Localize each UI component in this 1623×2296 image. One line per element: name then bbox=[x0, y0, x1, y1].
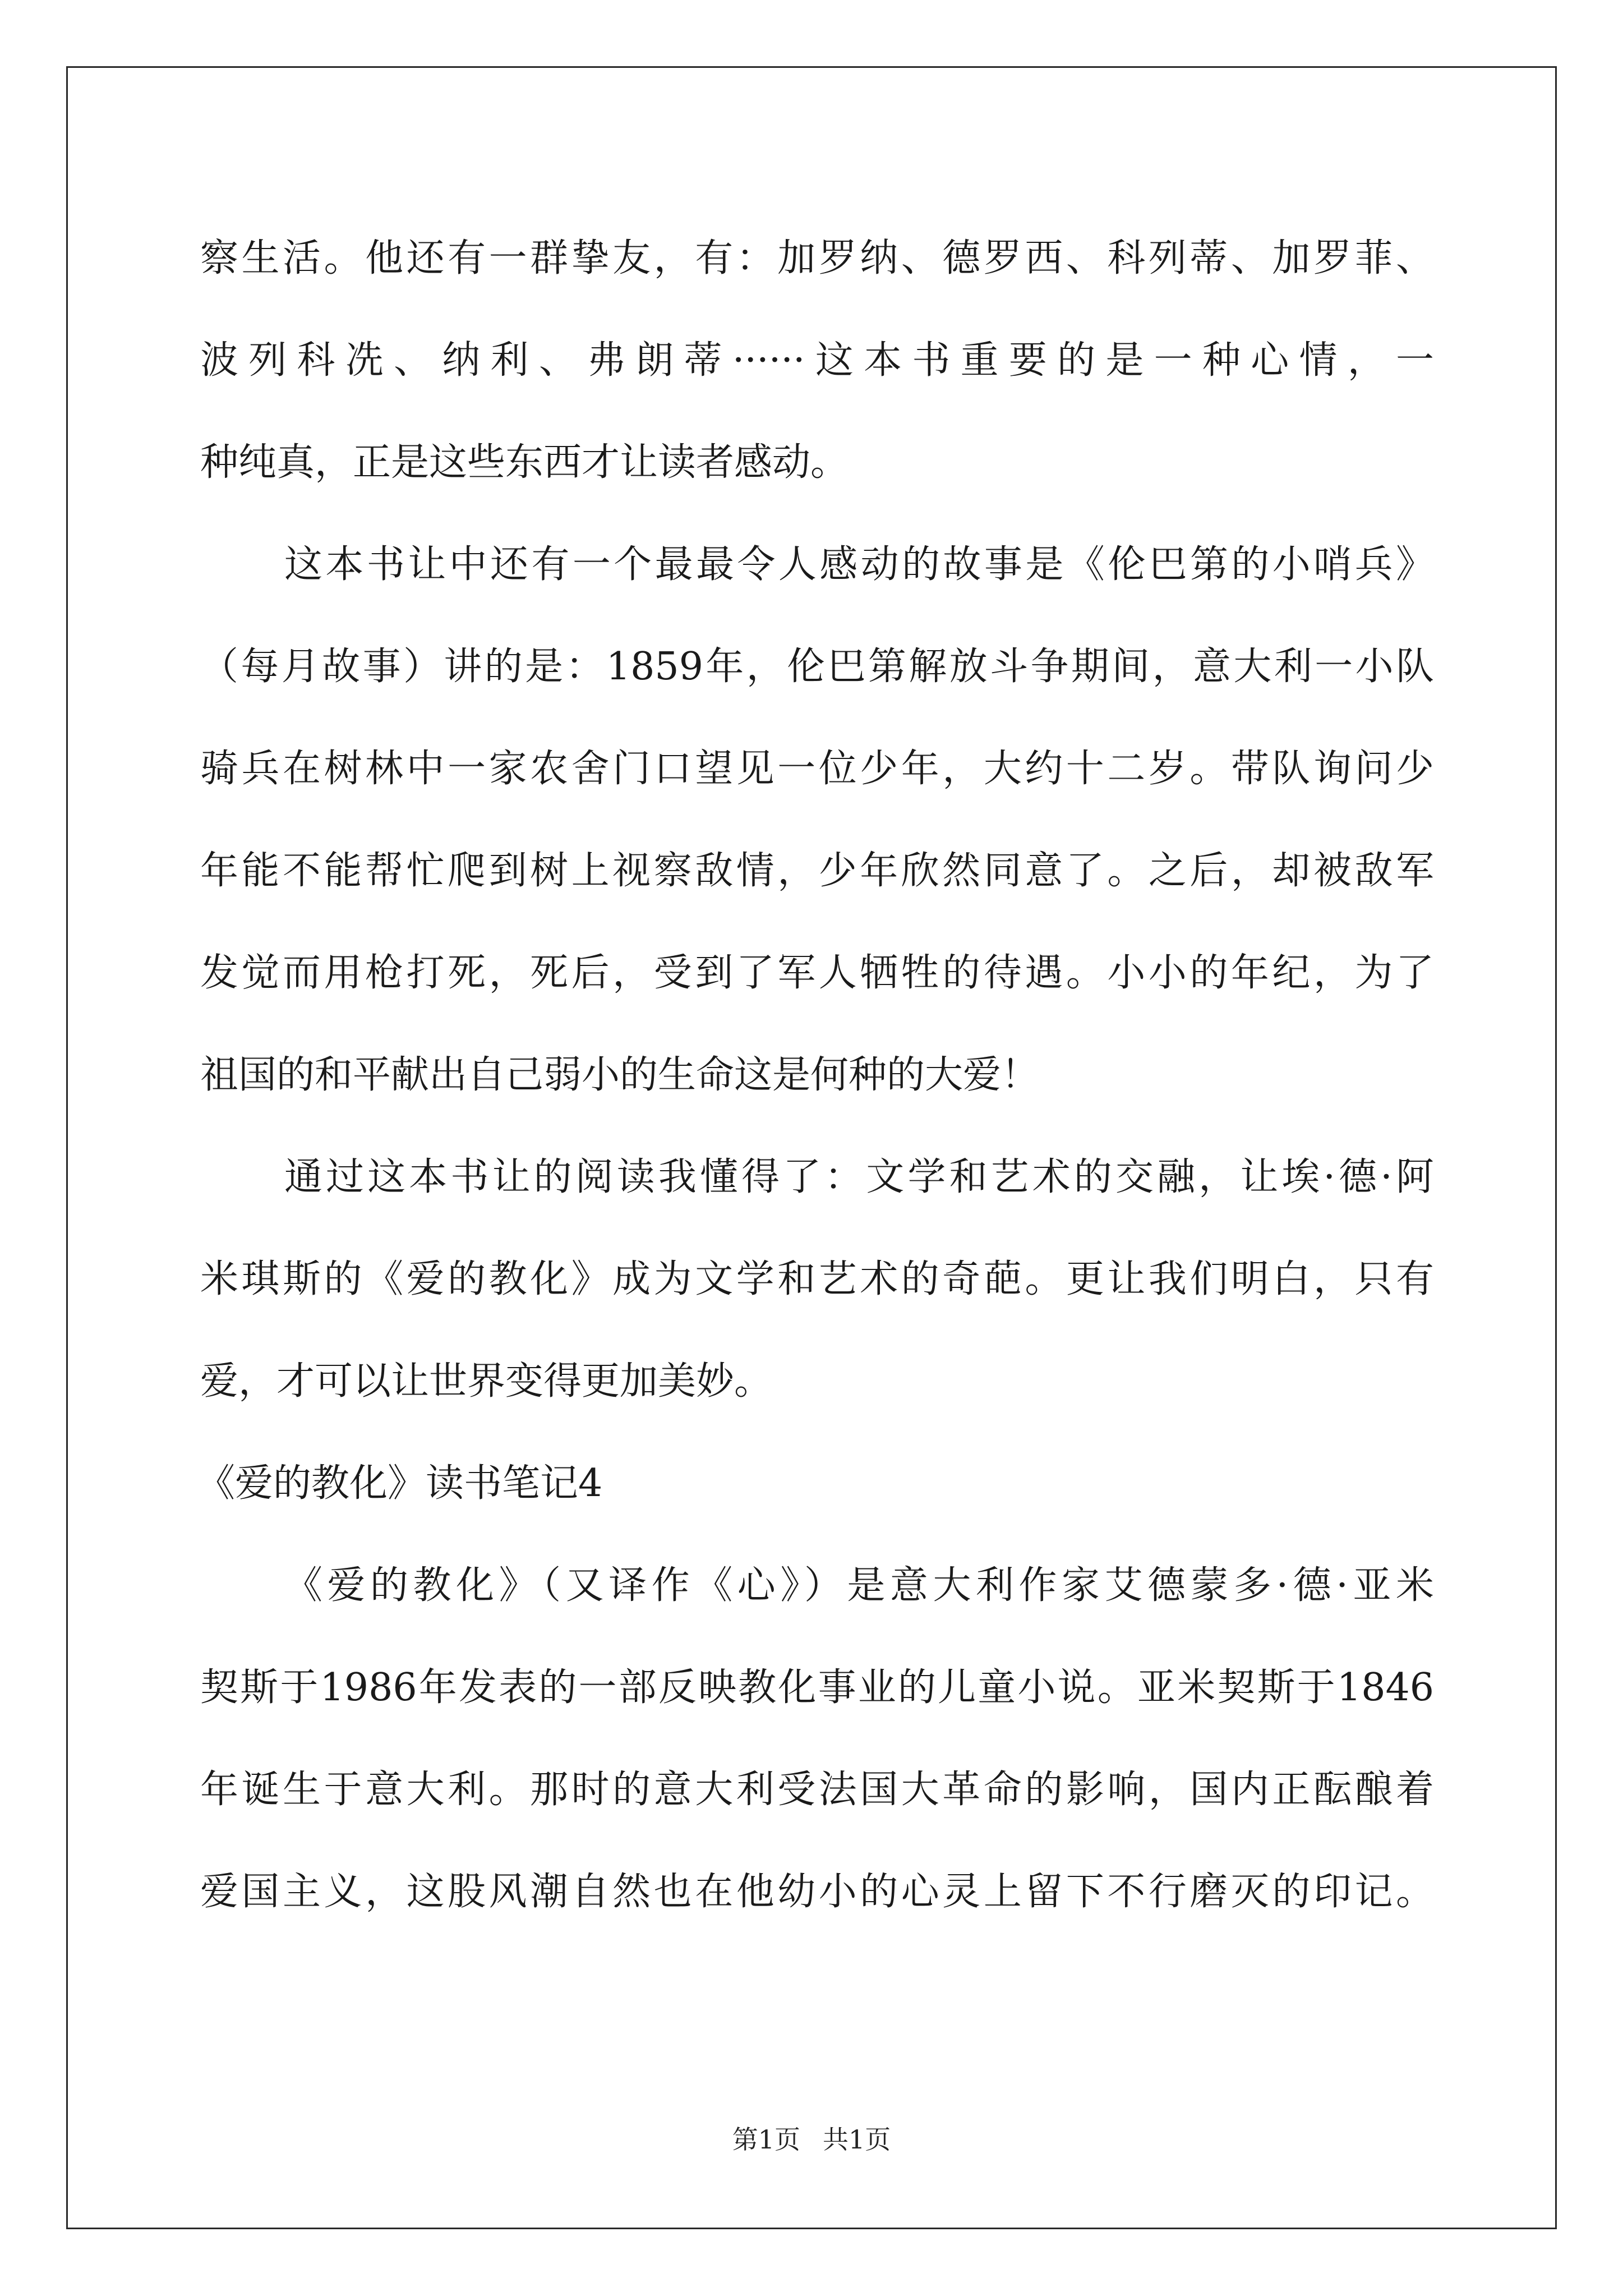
section-heading: 《爱的教化》读书笔记4 bbox=[197, 1461, 603, 1506]
text-line: 爱，才可以让世界变得更加美妙。 bbox=[200, 1359, 773, 1404]
text-line: 爱国主义，这股风潮自然也在他幼小的心灵上留下不行磨灭的印记。 bbox=[200, 1870, 1434, 1914]
text-line: 种纯真，正是这些东西才让读者感动。 bbox=[200, 440, 849, 485]
paragraph-start-line: 《爱的教化》（又译作《心》）是意大利作家艾德蒙多·德·亚米 bbox=[284, 1563, 1434, 1608]
text-line: 祖国的和平献出自己弱小的生命这是何种的大爱！ bbox=[200, 1053, 1040, 1097]
text-line: 察生活。他还有一群挚友，有：加罗纳、德罗西、科列蒂、加罗菲、 bbox=[200, 236, 1434, 280]
text-line: 骑兵在树林中一家农舍门口望见一位少年，大约十二岁。带队询问少 bbox=[200, 747, 1434, 791]
text-line: 米琪斯的《爱的教化》成为文学和艺术的奇葩。更让我们明白，只有 bbox=[200, 1257, 1434, 1301]
document-body bbox=[197, 208, 1434, 1943]
text-line: 发觉而用枪打死，死后，受到了军人牺牲的待遇。小小的年纪，为了 bbox=[200, 951, 1434, 995]
paragraph-start-line: 通过这本书让的阅读我懂得了：文学和艺术的交融，让埃·德·阿 bbox=[284, 1155, 1434, 1199]
text-line: 契斯于1986年发表的一部反映教化事业的儿童小说。亚米契斯于1846 bbox=[200, 1665, 1434, 1710]
page-total: 共1页 bbox=[823, 2124, 891, 2155]
page-number: 第1页 bbox=[732, 2124, 800, 2155]
text-line: （每月故事）讲的是：1859年，伦巴第解放斗争期间，意大利一小队 bbox=[200, 645, 1434, 689]
text-line: 年能不能帮忙爬到树上视察敌情，少年欣然同意了。之后，却被敌军 bbox=[200, 849, 1434, 893]
text-line: 波列科冼、纳利、弗朗蒂······这本书重要的是一种心情，一 bbox=[200, 338, 1434, 383]
paragraph-start-line: 这本书让中还有一个最最令人感动的故事是《伦巴第的小哨兵》 bbox=[284, 542, 1434, 587]
text-line: 年诞生于意大利。那时的意大利受法国大革命的影响，国内正酝酿着 bbox=[200, 1768, 1434, 1812]
page-footer bbox=[0, 2123, 1623, 2156]
